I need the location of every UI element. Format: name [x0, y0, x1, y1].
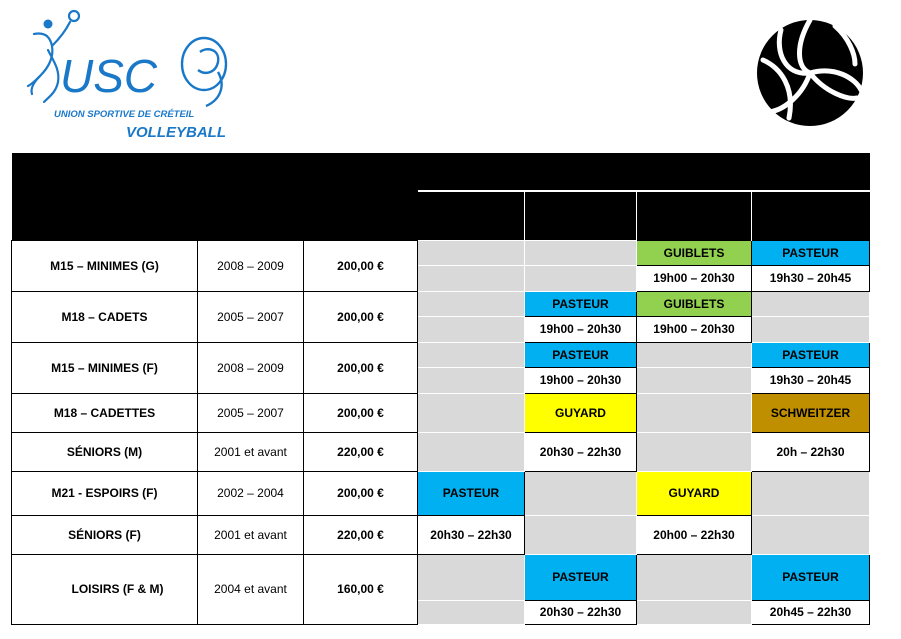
header-day-lundi: LUNDI — [418, 191, 525, 240]
venue-cell: PASTEUR — [525, 342, 637, 367]
time-cell: 20h30 – 22h30 — [525, 600, 637, 624]
empty-slot — [637, 367, 752, 393]
venue-cell: PASTEUR — [752, 240, 870, 265]
venue-cell: GUYARD — [637, 471, 752, 515]
fee-cell: 200,00 € — [304, 291, 418, 342]
header-fee: COTISATION — [304, 153, 418, 240]
table-row — [12, 554, 870, 600]
empty-slot — [752, 316, 870, 342]
venue-cell: PASTEUR — [752, 342, 870, 367]
years-cell: 2005 – 2007 — [198, 393, 304, 432]
category-cell: M15 – MINIMES (F) — [12, 342, 198, 393]
time-cell: 19h00 – 20h30 — [637, 316, 752, 342]
empty-slot — [418, 367, 525, 393]
time-cell: 20h30 – 22h30 — [525, 432, 637, 471]
empty-slot — [418, 554, 525, 600]
empty-slot — [637, 554, 752, 600]
empty-slot — [752, 515, 870, 554]
category-cell: M21 - ESPOIRS (F) — [12, 471, 198, 515]
venue-cell: PASTEUR — [752, 554, 870, 600]
empty-slot — [418, 291, 525, 316]
years-cell: 2004 et avant — [198, 554, 304, 624]
venue-cell: PASTEUR — [525, 554, 637, 600]
years-cell: 2005 – 2007 — [198, 291, 304, 342]
header-categories: CATÉGORIES — [12, 153, 198, 240]
time-cell: 20h – 22h30 — [752, 432, 870, 471]
years-cell: 2008 – 2009 — [198, 240, 304, 291]
venue-cell: PASTEUR — [418, 471, 525, 515]
logo-section: VOLLEYBALL — [126, 124, 226, 141]
fee-cell: 200,00 € — [304, 471, 418, 515]
years-cell: 2001 et avant — [198, 432, 304, 471]
empty-slot — [637, 342, 752, 367]
category-cell: LOISIRS (F & M) — [12, 554, 198, 624]
time-cell: 19h30 – 20h45 — [752, 367, 870, 393]
fee-cell: 200,00 € — [304, 342, 418, 393]
fee-cell: 220,00 € — [304, 515, 418, 554]
category-cell: M18 – CADETTES — [12, 393, 198, 432]
venue-cell: GUYARD — [525, 393, 637, 432]
header-day-mardi: MARDI — [525, 191, 637, 240]
time-cell: 19h30 – 20h45 — [752, 265, 870, 291]
fee-cell: 160,00 € — [304, 554, 418, 624]
training-schedule-table — [11, 153, 870, 625]
logo-club: USC — [60, 50, 158, 102]
empty-slot — [752, 471, 870, 515]
volleyball-icon — [755, 18, 865, 128]
category-cell: M18 – CADETS — [12, 291, 198, 342]
venue-cell: PASTEUR — [525, 291, 637, 316]
empty-slot — [525, 471, 637, 515]
category-cell: M15 – MINIMES (G) — [12, 240, 198, 291]
table-row — [12, 240, 870, 265]
empty-slot — [637, 432, 752, 471]
time-cell: 19h00 – 20h30 — [637, 265, 752, 291]
years-cell: 2001 et avant — [198, 515, 304, 554]
table-row — [12, 342, 870, 367]
empty-slot — [418, 316, 525, 342]
time-cell: 20h00 – 22h30 — [637, 515, 752, 554]
time-cell: 19h00 – 20h30 — [525, 367, 637, 393]
category-cell: SÉNIORS (M) — [12, 432, 198, 471]
venue-cell: GUIBLETS — [637, 291, 752, 316]
table-row — [12, 432, 870, 471]
fee-cell: 200,00 € — [304, 240, 418, 291]
empty-slot — [637, 393, 752, 432]
fee-cell: 220,00 € — [304, 432, 418, 471]
header-day-jeudi: JEUDI — [752, 191, 870, 240]
empty-slot — [418, 240, 525, 265]
header-day-mercredi: MERCREDI — [637, 191, 752, 240]
time-cell: 20h30 – 22h30 — [418, 515, 525, 554]
table-row — [12, 291, 870, 316]
time-cell: 19h00 – 20h30 — [525, 316, 637, 342]
logo-subtitle: UNION SPORTIVE DE CRÉTEIL — [54, 109, 195, 120]
usc-volleyball-logo — [26, 6, 241, 142]
empty-slot — [418, 393, 525, 432]
empty-slot — [637, 600, 752, 624]
empty-slot — [525, 240, 637, 265]
table-row — [12, 471, 870, 515]
empty-slot — [418, 265, 525, 291]
empty-slot — [752, 291, 870, 316]
years-cell: 2002 – 2004 — [198, 471, 304, 515]
empty-slot — [525, 515, 637, 554]
time-cell: 20h45 – 22h30 — [752, 600, 870, 624]
venue-cell: GUIBLETS — [637, 240, 752, 265]
fee-cell: 200,00 € — [304, 393, 418, 432]
header-trainings: ENTRAÎNEMENTS — [418, 153, 870, 191]
years-cell: 2008 – 2009 — [198, 342, 304, 393]
empty-slot — [525, 265, 637, 291]
table-row — [12, 393, 870, 432]
table-row — [12, 515, 870, 554]
header-years: ANNÉES — [198, 153, 304, 240]
category-cell: SÉNIORS (F) — [12, 515, 198, 554]
venue-cell: SCHWEITZER — [752, 393, 870, 432]
empty-slot — [418, 600, 525, 624]
empty-slot — [418, 342, 525, 367]
empty-slot — [418, 432, 525, 471]
